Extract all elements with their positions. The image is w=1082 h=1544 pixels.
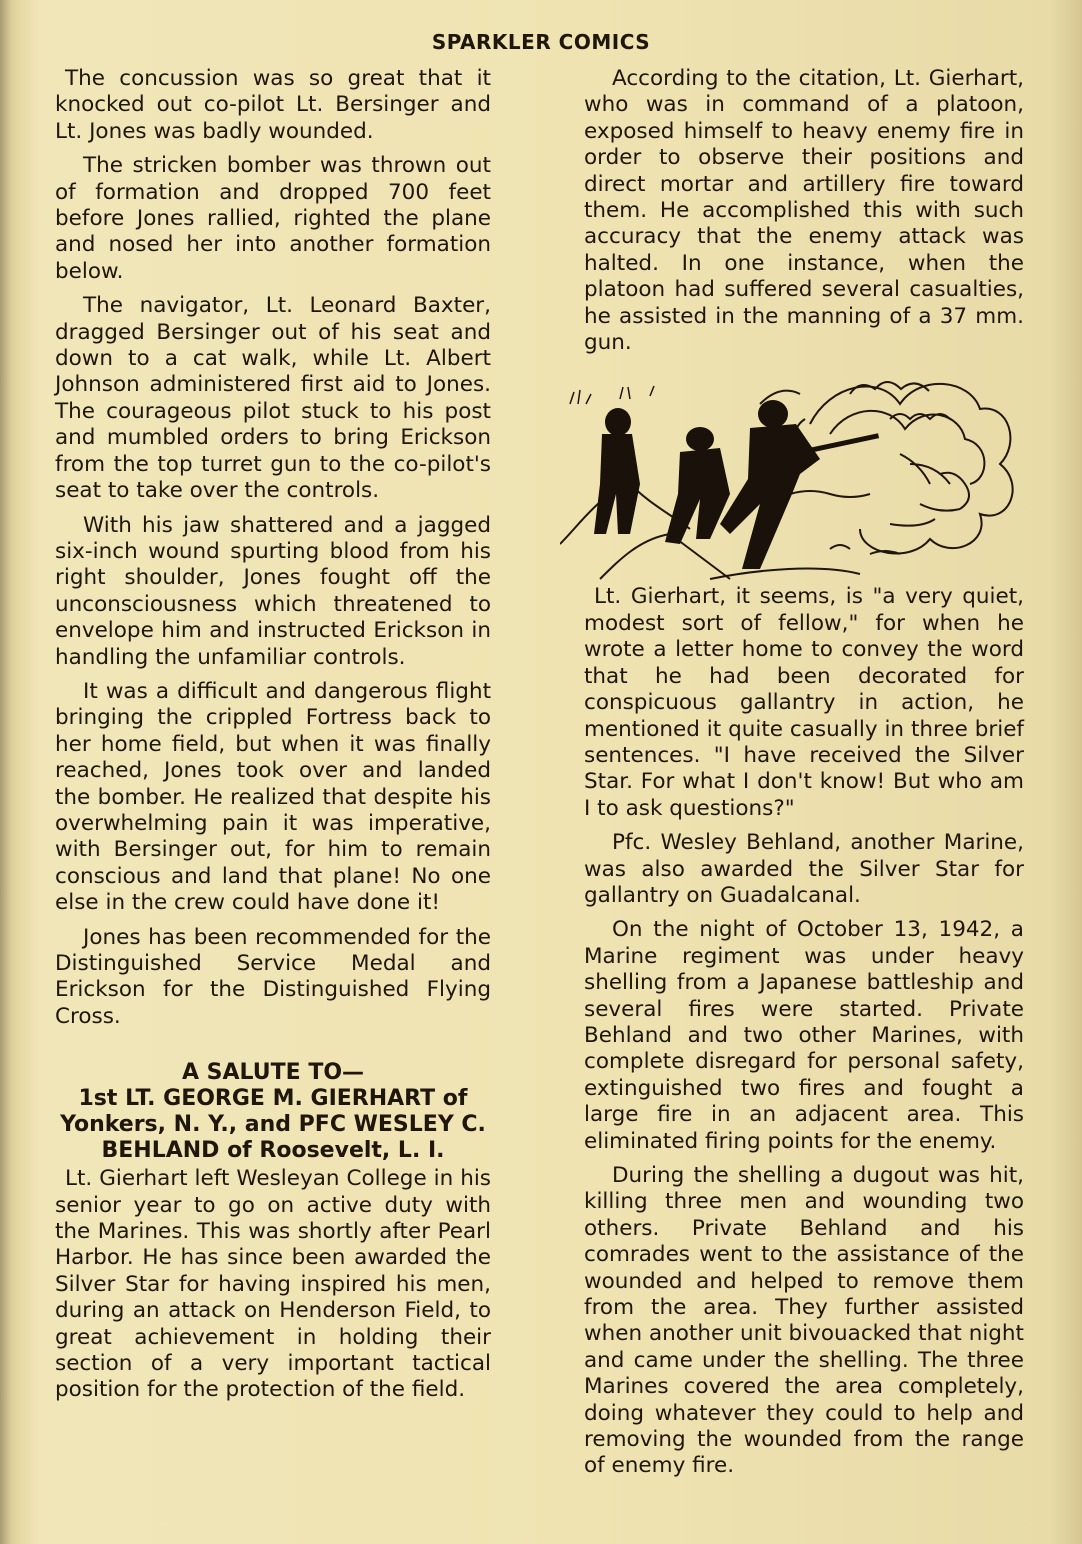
headline-line: 1st LT. GEORGE M. GIERHART of Yonkers, N. Y., and PFC WESLEY C. BEHLAND of Roosevelt, L. I. <box>60 1086 486 1164</box>
soldiers-firing-gun-illustration <box>560 364 1026 584</box>
paragraph: During the shelling a dugout was hit, killing three men and wounding two others. Private Behland and his comrades went to the assistance of the wounded and helped to remove them from the area. They further assisted when another unit bivouacked that night and came under the shelling. The three Marines covered the area completely, doing whatever they could to help and removing the wounded from the range of enemy fire. <box>584 1163 1024 1479</box>
paragraph: Pfc. Wesley Behland, another Marine, was also awarded the Silver Star for gallantry on Guadalcanal. <box>584 830 1024 908</box>
paragraph: It was a difficult and dangerous flight bringing the crippled Fortress back to her home field, but when it was finally reached, Jones took over and landed the bomber. He realized that despite his overwhelming pain it was imperative, with Bersinger out, for him to remain conscious and land that plane! No one else in the crew could have done it! <box>55 678 491 916</box>
paragraph: The navigator, Lt. Leonard Baxter, dragged Bersinger out of his seat and down to a cat walk, while Lt. Albert Johnson administered first aid to Jones. The courageous pilot stuck to his post and mumbled orders to bring Erickson from the top turret gun to the co-pilot's seat to take over the controls. <box>55 293 491 504</box>
headline-line: A SALUTE TO— <box>181 1060 365 1086</box>
salute-headline <box>55 1060 491 1164</box>
paragraph: According to the citation, Lt. Gierhart, who was in command of a platoon, exposed himself to heavy enemy fire in order to observe their positions and direct mortar and artillery fire toward them. He accomplished this with such accuracy that the enemy attack was halted. In one instance, when the platoon had suffered several casualties, he assisted in the manning of a 37 mm. gun. <box>584 66 1024 356</box>
paragraph: The concussion was so great that it knocked out co-pilot Lt. Bersinger and Lt. Jones was badly wounded. <box>55 66 491 144</box>
page-header: SPARKLER COMICS <box>431 30 651 54</box>
paragraph: On the night of October 13, 1942, a Marine regiment was under heavy shelling from a Japanese battleship and several fires were started. Private Behland and two other Marines, with complete disregard for personal safety, extinguished two fires and fought a large fire in an adjacent area. This eliminated firing points for the enemy. <box>584 917 1024 1154</box>
paragraph: Lt. Gierhart left Wesleyan College in his senior year to go on active duty with the Marines. This was shortly after Pearl Harbor. He has since been awarded the Silver Star for having inspired his men, during an attack on Henderson Field, to great achievement in holding their section of a very important tactical position for the protection of the field. <box>55 1166 491 1403</box>
page-spine-shadow <box>0 0 10 1544</box>
paragraph: With his jaw shattered and a jagged six-inch wound spurting blood from his right shoulder, Jones fought off the unconsciousness which threatened to envelope him and instructed Erickson in handling the unfamiliar controls. <box>55 512 491 670</box>
left-column <box>55 66 491 1412</box>
paragraph: Jones has been recommended for the Distinguished Service Medal and Erickson for the Distinguished Flying Cross. <box>55 924 491 1029</box>
right-column <box>584 66 1024 1488</box>
paragraph: The stricken bomber was thrown out of formation and dropped 700 feet before Jones rallied, righted the plane and nosed her into another formation below. <box>55 153 491 284</box>
paragraph: Lt. Gierhart, it seems, is "a very quiet, modest sort of fellow," for when he wrote a letter home to convey the word that he had been decorated for conspicuous gallantry in action, he mentioned it quite casually in three brief sentences. "I have received the Silver Star. For what I don't know! But who am I to ask questions?" <box>584 584 1024 821</box>
